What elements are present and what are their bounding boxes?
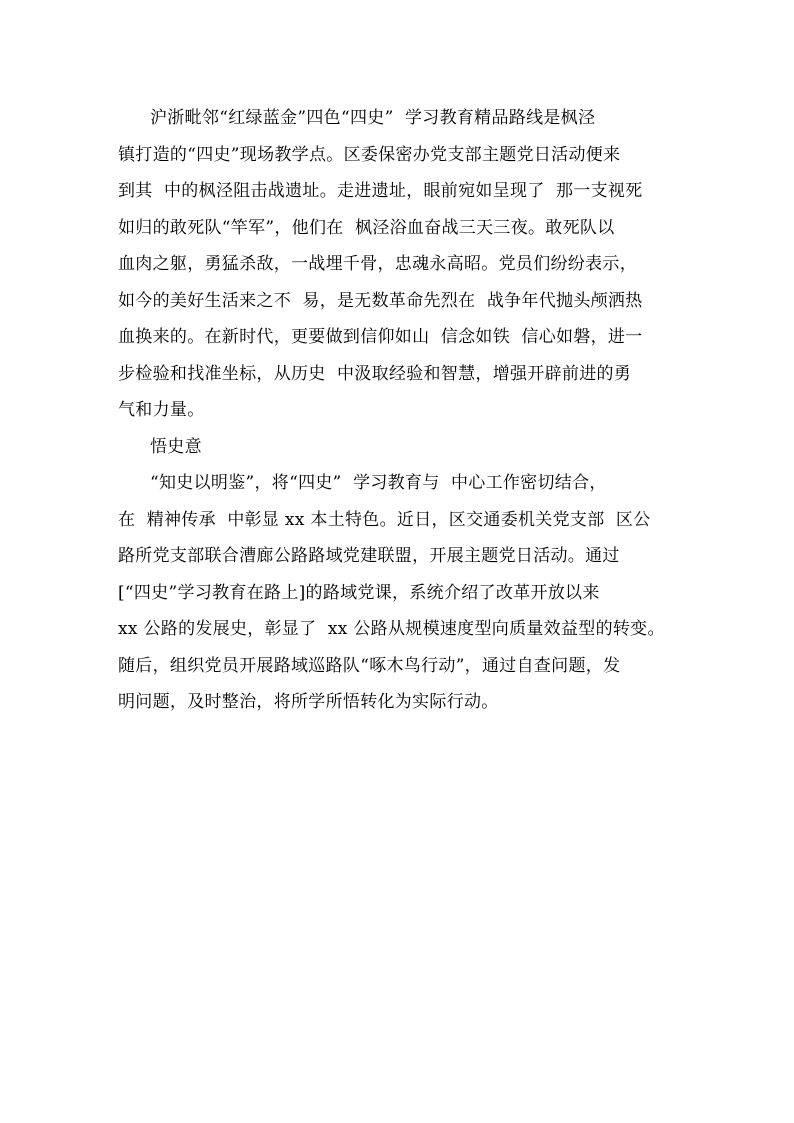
heading-line: 悟史意 bbox=[150, 436, 202, 457]
text-line: 如今的美好生活来之不 易，是无数革命先烈在 战争年代抛头颅洒热 bbox=[118, 290, 643, 311]
text-line: “知史以明鉴”，将“四史” 学习教育与 中心工作密切结合， bbox=[150, 473, 607, 493]
text-line: 沪浙毗邻“红绿蓝金”四色“四史” 学习教育精品路线是枫泾 bbox=[150, 108, 596, 128]
text-line: 明问题，及时整治，将所学所悟转化为实际行动。 bbox=[118, 692, 499, 712]
text-line: xx 公路的发展史，彰显了 xx 公路从规模速度型向质量效益型的转变。 bbox=[118, 619, 665, 639]
text-line: 在 精神传承 中彰显 xx 本土特色。近日，区交通委机关党支部 区公 bbox=[118, 509, 651, 530]
text-line: 步检验和找准坐标，从历史 中汲取经验和智慧，增强开辟前进的勇 bbox=[118, 363, 632, 384]
paragraph-1 bbox=[118, 100, 698, 429]
text-line: 路所党支部联合漕廊公路路域党建联盟，开展主题党日活动。通过 bbox=[118, 546, 620, 566]
text-line: 气和力量。 bbox=[118, 400, 205, 420]
section-heading bbox=[118, 429, 698, 466]
text-line: 到其 中的枫泾阻击战遗址。走进遗址，眼前宛如呈现了 那一支视死 bbox=[118, 181, 643, 201]
text-line: [“四史”学习教育在路上]的路域党课，系统介绍了改革开放以来 bbox=[118, 582, 600, 603]
text-line: 随后，组织党员开展路域巡路队“啄木鸟行动”，通过自查问题，发 bbox=[118, 655, 621, 676]
paragraph-2 bbox=[118, 465, 698, 721]
text-line: 血换来的。在新时代，更要做到信仰如山 信念如铁 信心如磐，进一 bbox=[118, 327, 643, 347]
document-body bbox=[118, 100, 698, 721]
text-line: 如归的敢死队“竿军”，他们在 枫泾浴血奋战三天三夜。敢死队以 bbox=[118, 217, 615, 238]
text-line: 血肉之躯，勇猛杀敌，一战埋千骨，忠魂永高昭。党员们纷纷表示， bbox=[118, 254, 637, 274]
text-line: 镇打造的“四史”现场教学点。区委保密办党支部主题党日活动便来 bbox=[118, 144, 621, 165]
